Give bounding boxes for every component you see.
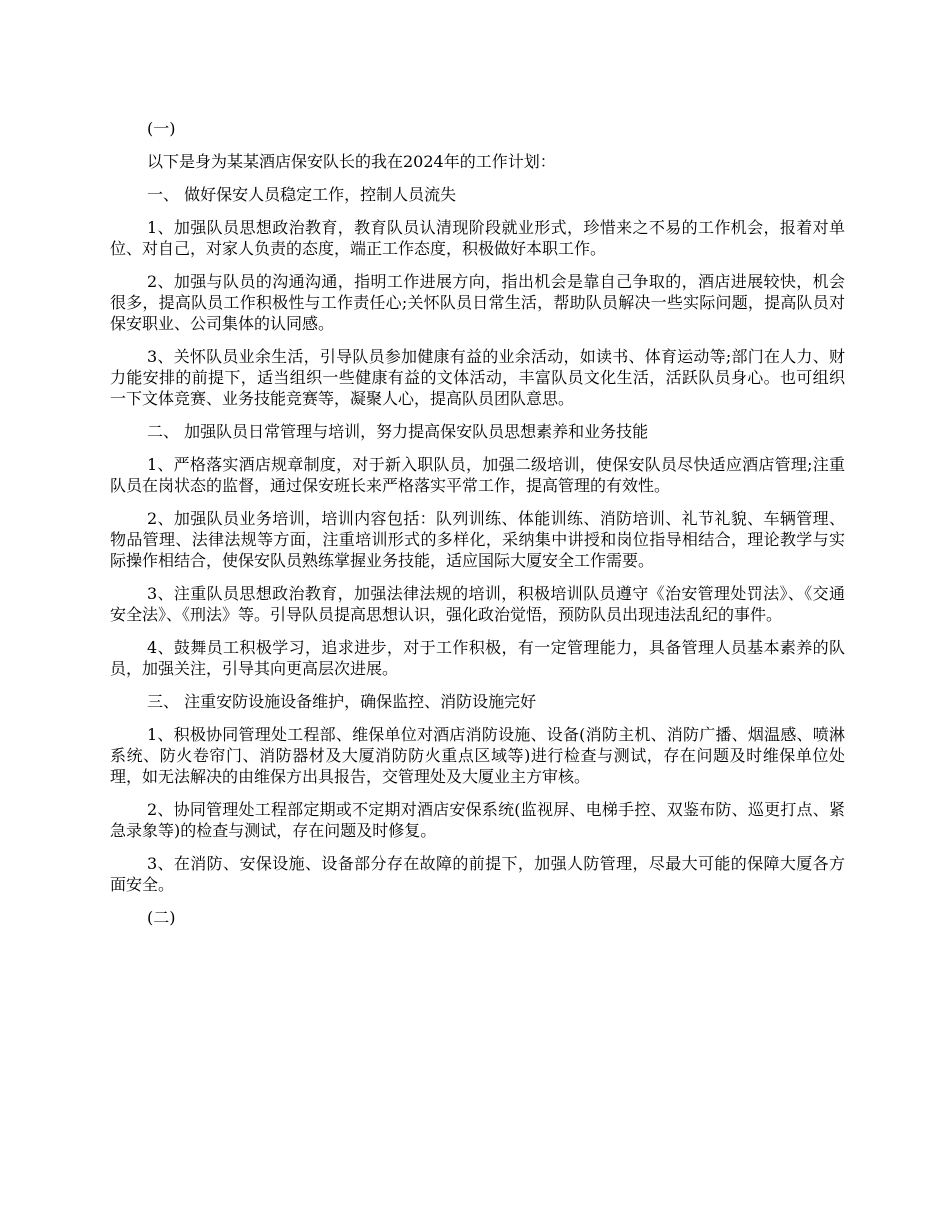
body-paragraph: 2、加强与队员的沟通沟通，指明工作进展方向，指出机会是靠自己争取的，酒店进展较快，机会很多，提高队员工作积极性与工作责任心;关怀队员日常生活，帮助队员解决一些实际问题，提高队员对保安职业、公司集体的认同感。 [110,272,845,333]
body-paragraph: 1、加强队员思想政治教育，教育队员认清现阶段就业形式，珍惜来之不易的工作机会，报着对单位、对自己，对家人负责的态度，端正工作态度，积极做好本职工作。 [110,218,845,258]
intro-paragraph: 以下是身为某某酒店保安队长的我在2024年的工作计划： [147,152,556,171]
body-paragraph: 1、积极协同管理处工程部、维保单位对酒店消防设施、设备(消防主机、消防广播、烟温感、喷淋系统、防火卷帘门、消防器材及大厦消防防火重点区域等)进行检查与测试，存在问题及时维保单位处理，如无法解决的由维保方出具报告，交管理处及大厦业主方审核。 [110,725,845,786]
section-marker: (一) [147,119,176,138]
body-paragraph: 4、鼓舞员工积极学习，追求进步，对于工作积极，有一定管理能力，具备管理人员基本素养的队员，加强关注，引导其向更高层次进展。 [110,638,845,678]
section-heading: 三、 注重安防设施设备维护，确保监控、消防设施完好 [147,692,537,711]
section-heading: 二、 加强队员日常管理与培训，努力提高保安队员思想素养和业务技能 [147,422,649,441]
body-paragraph: 2、协同管理处工程部定期或不定期对酒店安保系统(监视屏、电梯手控、双鉴布防、巡更打点、紧急录象等)的检查与测试，存在问题及时修复。 [110,800,845,840]
body-paragraph: 2、加强队员业务培训，培训内容包括：队列训练、体能训练、消防培训、礼节礼貌、车辆管理、物品管理、法律法规等方面，注重培训形式的多样化，采纳集中讲授和岗位指导相结合，理论教学与实际操作相结合，使保安队员熟练掌握业务技能，适应国际大厦安全工作需要。 [110,509,845,570]
section-heading: 一、 做好保安人员稳定工作，控制人员流失 [147,185,457,204]
body-paragraph: 3、关怀队员业余生活，引导队员参加健康有益的业余活动，如读书、体育运动等;部门在人力、财力能安排的前提下，适当组织一些健康有益的文体活动，丰富队员文化生活，活跃队员身心。也可组织一下文体竞赛、业务技能竞赛等，凝聚人心，提高队员团队意思。 [110,347,845,408]
document-page [110,118,845,940]
body-paragraph: 3、注重队员思想政治教育，加强法律法规的培训，积极培训队员遵守《治安管理处罚法》、《交通安全法》、《刑法》等。引导队员提高思想认识，强化政治觉悟，预防队员出现违法乱纪的事件。 [110,584,845,624]
section-marker: (二) [147,908,176,927]
body-paragraph: 3、在消防、安保设施、设备部分存在故障的前提下，加强人防管理，尽最大可能的保障大厦各方面安全。 [110,854,845,894]
body-paragraph: 1、严格落实酒店规章制度，对于新入职队员，加强二级培训，使保安队员尽快适应酒店管理;注重队员在岗状态的监督，通过保安班长来严格落实平常工作，提高管理的有效性。 [110,455,845,495]
